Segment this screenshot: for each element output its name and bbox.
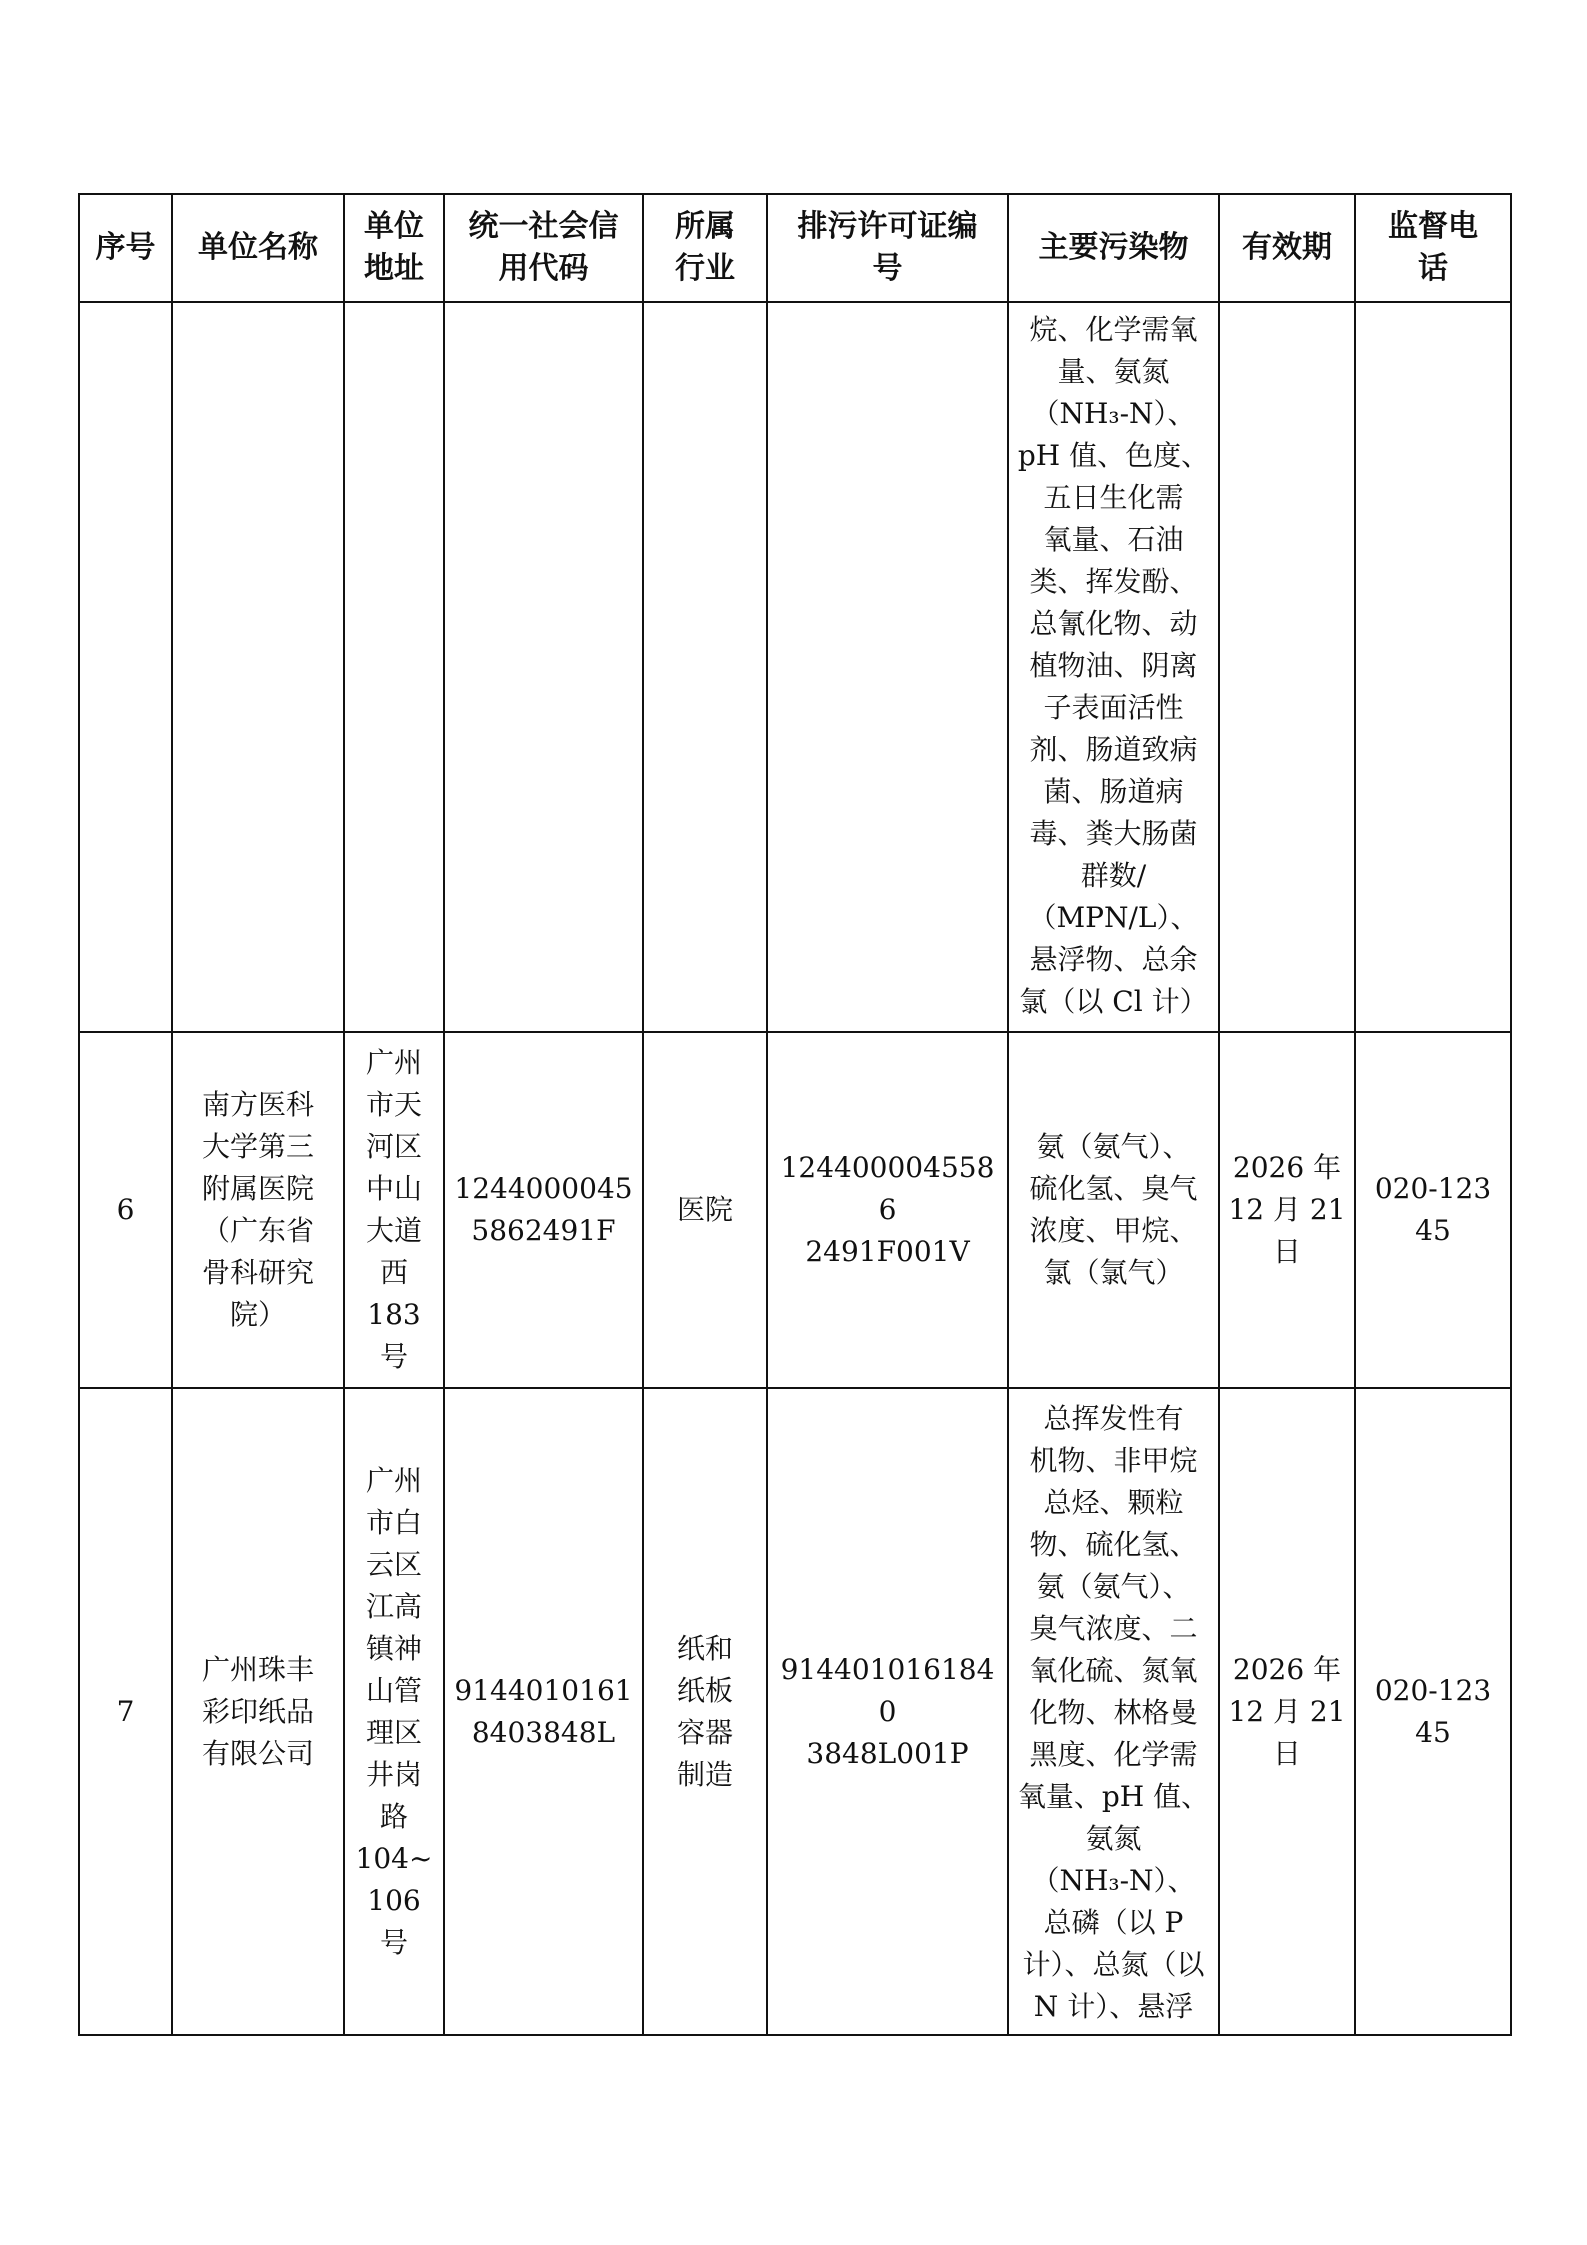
cell-index: [79, 302, 172, 1032]
table-row: [79, 1388, 1511, 2035]
header-pollutants: 主要污染物: [1008, 194, 1219, 302]
cell-pollutants: 总挥发性有 机物、非甲烷 总烃、颗粒 物、硫化氢、 氨（氨气）、 臭气浓度、二 氧化硫、氮氧 化物、林格曼 黑度、化学需 氧量、pH 值、 氨氮 （NH₃-N）、 总磷（以 P 计）、总氮（以 N 计）、悬浮: [1008, 1388, 1219, 2035]
cell-pollutants: 烷、化学需氧 量、氨氮 （NH₃-N）、 pH 值、色度、 五日生化需 氧量、石油 类、挥发酚、 总氰化物、动 植物油、阴离 子表面活性 剂、肠道致病 菌、肠道病 毒、粪大肠菌 群数/ （MPN/L）、 悬浮物、总余 氯（以 Cl 计）: [1008, 302, 1219, 1032]
cell-pollutants: 氨（氨气）、 硫化氢、臭气 浓度、甲烷、 氯（氯气）: [1008, 1032, 1219, 1388]
cell-permit-number: 9144010161840 3848L001P: [767, 1388, 1008, 2035]
table-header-row: [79, 194, 1511, 302]
header-unit-name: 单位名称: [172, 194, 344, 302]
header-credit-code: 统一社会信 用代码: [444, 194, 643, 302]
cell-index: 7: [79, 1388, 172, 2035]
header-phone: 监督电 话: [1355, 194, 1511, 302]
permit-table: [78, 193, 1512, 2036]
cell-address: [344, 302, 444, 1032]
cell-address: 广州 市天 河区 中山 大道 西 183 号: [344, 1032, 444, 1388]
cell-credit-code: 1244000045 5862491F: [444, 1032, 643, 1388]
header-validity: 有效期: [1219, 194, 1355, 302]
cell-permit-number: 1244000045586 2491F001V: [767, 1032, 1008, 1388]
table-row-continued: [79, 302, 1511, 1032]
cell-address: 广州 市白 云区 江高 镇神 山管 理区 井岗 路 104~ 106 号: [344, 1388, 444, 2035]
cell-unit-name: 广州珠丰 彩印纸品 有限公司: [172, 1388, 344, 2035]
cell-industry: 纸和 纸板 容器 制造: [643, 1388, 767, 2035]
header-permit-number: 排污许可证编 号: [767, 194, 1008, 302]
cell-unit-name: [172, 302, 344, 1032]
header-industry: 所属 行业: [643, 194, 767, 302]
header-unit-address: 单位 地址: [344, 194, 444, 302]
cell-phone: 020-123 45: [1355, 1032, 1511, 1388]
cell-index: 6: [79, 1032, 172, 1388]
cell-credit-code: 9144010161 8403848L: [444, 1388, 643, 2035]
cell-unit-name: 南方医科 大学第三 附属医院 （广东省 骨科研究 院）: [172, 1032, 344, 1388]
cell-validity: 2026 年 12 月 21 日: [1219, 1388, 1355, 2035]
cell-phone: 020-123 45: [1355, 1388, 1511, 2035]
cell-industry: 医院: [643, 1032, 767, 1388]
cell-credit-code: [444, 302, 643, 1032]
cell-validity: 2026 年 12 月 21 日: [1219, 1032, 1355, 1388]
table-row: [79, 1032, 1511, 1388]
cell-permit-number: [767, 302, 1008, 1032]
cell-industry: [643, 302, 767, 1032]
header-index: 序号: [79, 194, 172, 302]
cell-phone: [1355, 302, 1511, 1032]
cell-validity: [1219, 302, 1355, 1032]
